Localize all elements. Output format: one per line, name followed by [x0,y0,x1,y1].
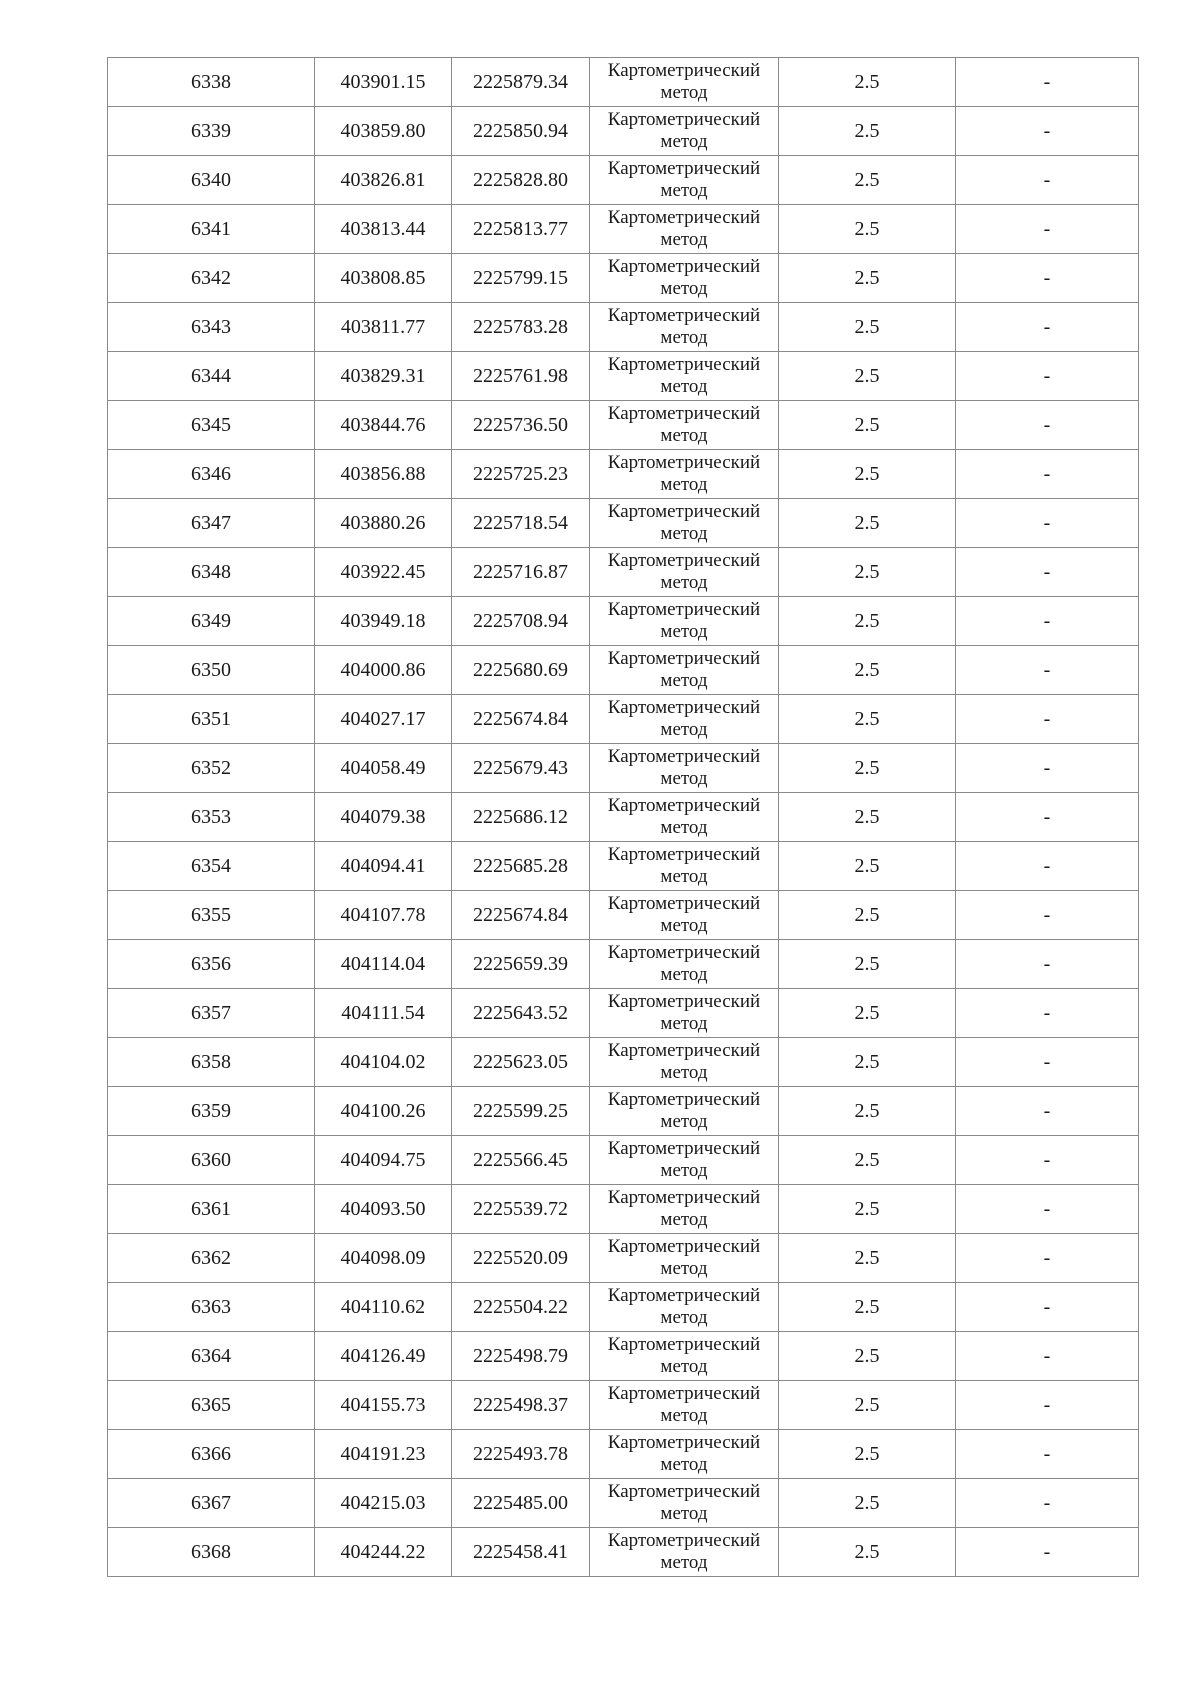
y-coordinate-cell: 2225485.00 [452,1479,590,1528]
y-coordinate-cell: 2225716.87 [452,548,590,597]
accuracy-cell: 2.5 [779,1136,956,1185]
y-coordinate-cell: 2225725.23 [452,450,590,499]
accuracy-cell: 2.5 [779,205,956,254]
note-cell: - [956,695,1139,744]
note-cell: - [956,548,1139,597]
point-number-cell: 6345 [108,401,315,450]
x-coordinate-cell: 404100.26 [315,1087,452,1136]
method-cell [590,646,779,695]
method-label-line2: метод [660,719,708,740]
coordinates-table [107,57,1139,1577]
method-cell [590,1234,779,1283]
accuracy-cell: 2.5 [779,548,956,597]
table-row [108,548,1139,597]
point-number-cell: 6344 [108,352,315,401]
method-label-line2: метод [660,572,708,593]
method-cell [590,156,779,205]
method-label-line1: Картометрический [607,648,761,669]
x-coordinate-cell: 404107.78 [315,891,452,940]
point-number-cell: 6338 [108,58,315,107]
table-row [108,1136,1139,1185]
method-cell [590,744,779,793]
table-row [108,1479,1139,1528]
point-number-cell: 6368 [108,1528,315,1577]
method-cell [590,695,779,744]
point-number-cell: 6342 [108,254,315,303]
note-cell: - [956,1332,1139,1381]
y-coordinate-cell: 2225680.69 [452,646,590,695]
x-coordinate-cell: 403826.81 [315,156,452,205]
note-cell: - [956,1234,1139,1283]
table-row [108,1185,1139,1234]
table-row [108,597,1139,646]
method-cell [590,401,779,450]
accuracy-cell: 2.5 [779,989,956,1038]
point-number-cell: 6340 [108,156,315,205]
note-cell: - [956,1479,1139,1528]
y-coordinate-cell: 2225686.12 [452,793,590,842]
accuracy-cell: 2.5 [779,156,956,205]
accuracy-cell: 2.5 [779,58,956,107]
method-cell [590,1283,779,1332]
y-coordinate-cell: 2225679.43 [452,744,590,793]
y-coordinate-cell: 2225799.15 [452,254,590,303]
y-coordinate-cell: 2225493.78 [452,1430,590,1479]
point-number-cell: 6362 [108,1234,315,1283]
x-coordinate-cell: 404058.49 [315,744,452,793]
method-cell [590,1087,779,1136]
method-cell [590,1479,779,1528]
point-number-cell: 6350 [108,646,315,695]
accuracy-cell: 2.5 [779,1332,956,1381]
method-label-line2: метод [660,1209,708,1230]
accuracy-cell: 2.5 [779,107,956,156]
note-cell: - [956,450,1139,499]
method-label-line1: Картометрический [607,501,761,522]
x-coordinate-cell: 403859.80 [315,107,452,156]
method-label-line2: метод [660,768,708,789]
point-number-cell: 6355 [108,891,315,940]
x-coordinate-cell: 403949.18 [315,597,452,646]
accuracy-cell: 2.5 [779,303,956,352]
method-label-line1: Картометрический [607,1285,761,1306]
point-number-cell: 6339 [108,107,315,156]
x-coordinate-cell: 403922.45 [315,548,452,597]
method-label-line2: метод [660,964,708,985]
note-cell: - [956,1283,1139,1332]
table-row [108,254,1139,303]
method-label-line1: Картометрический [607,305,761,326]
x-coordinate-cell: 404027.17 [315,695,452,744]
method-cell [590,891,779,940]
note-cell: - [956,1528,1139,1577]
table-row [108,793,1139,842]
coordinates-table-body [108,58,1139,1577]
y-coordinate-cell: 2225674.84 [452,695,590,744]
point-number-cell: 6357 [108,989,315,1038]
table-row [108,1332,1139,1381]
method-cell [590,1185,779,1234]
note-cell: - [956,1381,1139,1430]
table-row [108,842,1139,891]
method-label-line1: Картометрический [607,158,761,179]
method-label-line2: метод [660,229,708,250]
method-label-line1: Картометрический [607,1138,761,1159]
table-row [108,744,1139,793]
y-coordinate-cell: 2225659.39 [452,940,590,989]
method-label-line1: Картометрический [607,844,761,865]
y-coordinate-cell: 2225850.94 [452,107,590,156]
method-label-line2: метод [660,1454,708,1475]
accuracy-cell: 2.5 [779,450,956,499]
method-label-line2: метод [660,817,708,838]
y-coordinate-cell: 2225643.52 [452,989,590,1038]
table-row [108,940,1139,989]
table-row [108,450,1139,499]
point-number-cell: 6365 [108,1381,315,1430]
note-cell: - [956,989,1139,1038]
note-cell: - [956,254,1139,303]
method-cell [590,989,779,1038]
method-cell [590,1430,779,1479]
method-label-line1: Картометрический [607,795,761,816]
point-number-cell: 6347 [108,499,315,548]
y-coordinate-cell: 2225504.22 [452,1283,590,1332]
table-row [108,1038,1139,1087]
note-cell: - [956,1430,1139,1479]
method-cell [590,1136,779,1185]
accuracy-cell: 2.5 [779,352,956,401]
method-label-line2: метод [660,278,708,299]
method-cell [590,254,779,303]
method-label-line2: метод [660,1307,708,1328]
x-coordinate-cell: 404215.03 [315,1479,452,1528]
accuracy-cell: 2.5 [779,1087,956,1136]
accuracy-cell: 2.5 [779,401,956,450]
method-label-line2: метод [660,1111,708,1132]
note-cell: - [956,107,1139,156]
method-cell [590,842,779,891]
x-coordinate-cell: 404111.54 [315,989,452,1038]
method-label-line2: метод [660,1552,708,1573]
method-cell [590,352,779,401]
accuracy-cell: 2.5 [779,1185,956,1234]
accuracy-cell: 2.5 [779,646,956,695]
x-coordinate-cell: 404098.09 [315,1234,452,1283]
x-coordinate-cell: 404126.49 [315,1332,452,1381]
y-coordinate-cell: 2225458.41 [452,1528,590,1577]
x-coordinate-cell: 403880.26 [315,499,452,548]
x-coordinate-cell: 403829.31 [315,352,452,401]
method-label-line1: Картометрический [607,256,761,277]
point-number-cell: 6360 [108,1136,315,1185]
method-cell [590,1528,779,1577]
y-coordinate-cell: 2225736.50 [452,401,590,450]
point-number-cell: 6359 [108,1087,315,1136]
x-coordinate-cell: 404093.50 [315,1185,452,1234]
table-row [108,1528,1139,1577]
point-number-cell: 6351 [108,695,315,744]
method-label-line1: Картометрический [607,550,761,571]
note-cell: - [956,1136,1139,1185]
method-label-line1: Картометрический [607,746,761,767]
method-label-line1: Картометрический [607,599,761,620]
x-coordinate-cell: 404191.23 [315,1430,452,1479]
table-row [108,695,1139,744]
method-label-line1: Картометрический [607,942,761,963]
accuracy-cell: 2.5 [779,1283,956,1332]
table-row [108,401,1139,450]
method-cell [590,499,779,548]
x-coordinate-cell: 404000.86 [315,646,452,695]
point-number-cell: 6366 [108,1430,315,1479]
method-cell [590,1381,779,1430]
x-coordinate-cell: 404079.38 [315,793,452,842]
method-label-line1: Картометрический [607,60,761,81]
method-label-line1: Картометрический [607,1187,761,1208]
method-label-line2: метод [660,1062,708,1083]
method-cell [590,940,779,989]
table-row [108,1430,1139,1479]
note-cell: - [956,940,1139,989]
method-label-line1: Картометрический [607,109,761,130]
method-label-line1: Картометрический [607,1089,761,1110]
method-label-line2: метод [660,1013,708,1034]
method-cell [590,1038,779,1087]
method-cell [590,205,779,254]
table-row [108,499,1139,548]
x-coordinate-cell: 403901.15 [315,58,452,107]
y-coordinate-cell: 2225783.28 [452,303,590,352]
accuracy-cell: 2.5 [779,597,956,646]
method-label-line2: метод [660,425,708,446]
note-cell: - [956,842,1139,891]
y-coordinate-cell: 2225520.09 [452,1234,590,1283]
point-number-cell: 6348 [108,548,315,597]
method-label-line1: Картометрический [607,1334,761,1355]
accuracy-cell: 2.5 [779,1234,956,1283]
note-cell: - [956,1087,1139,1136]
method-label-line2: метод [660,621,708,642]
y-coordinate-cell: 2225498.79 [452,1332,590,1381]
note-cell: - [956,205,1139,254]
point-number-cell: 6343 [108,303,315,352]
x-coordinate-cell: 403844.76 [315,401,452,450]
table-row [108,303,1139,352]
table-row [108,1087,1139,1136]
method-label-line2: метод [660,1405,708,1426]
accuracy-cell: 2.5 [779,744,956,793]
method-cell [590,450,779,499]
y-coordinate-cell: 2225539.72 [452,1185,590,1234]
x-coordinate-cell: 404110.62 [315,1283,452,1332]
table-row [108,58,1139,107]
table-row [108,1234,1139,1283]
y-coordinate-cell: 2225879.34 [452,58,590,107]
note-cell: - [956,58,1139,107]
y-coordinate-cell: 2225708.94 [452,597,590,646]
method-label-line2: метод [660,327,708,348]
accuracy-cell: 2.5 [779,1528,956,1577]
method-label-line1: Картометрический [607,1432,761,1453]
point-number-cell: 6363 [108,1283,315,1332]
y-coordinate-cell: 2225566.45 [452,1136,590,1185]
accuracy-cell: 2.5 [779,695,956,744]
y-coordinate-cell: 2225599.25 [452,1087,590,1136]
accuracy-cell: 2.5 [779,254,956,303]
note-cell: - [956,499,1139,548]
table-row [108,107,1139,156]
point-number-cell: 6356 [108,940,315,989]
y-coordinate-cell: 2225674.84 [452,891,590,940]
table-row [108,205,1139,254]
note-cell: - [956,1185,1139,1234]
point-number-cell: 6353 [108,793,315,842]
method-label-line2: метод [660,1160,708,1181]
note-cell: - [956,646,1139,695]
x-coordinate-cell: 404114.04 [315,940,452,989]
accuracy-cell: 2.5 [779,1430,956,1479]
x-coordinate-cell: 404094.75 [315,1136,452,1185]
note-cell: - [956,156,1139,205]
accuracy-cell: 2.5 [779,1479,956,1528]
method-label-line2: метод [660,82,708,103]
table-row [108,1381,1139,1430]
y-coordinate-cell: 2225828.80 [452,156,590,205]
y-coordinate-cell: 2225498.37 [452,1381,590,1430]
note-cell: - [956,352,1139,401]
accuracy-cell: 2.5 [779,1038,956,1087]
point-number-cell: 6352 [108,744,315,793]
method-cell [590,107,779,156]
method-label-line2: метод [660,180,708,201]
accuracy-cell: 2.5 [779,842,956,891]
method-cell [590,303,779,352]
method-label-line2: метод [660,670,708,691]
method-label-line1: Картометрический [607,697,761,718]
method-label-line1: Картометрический [607,1481,761,1502]
table-row [108,352,1139,401]
y-coordinate-cell: 2225685.28 [452,842,590,891]
point-number-cell: 6367 [108,1479,315,1528]
point-number-cell: 6364 [108,1332,315,1381]
note-cell: - [956,303,1139,352]
note-cell: - [956,891,1139,940]
x-coordinate-cell: 403813.44 [315,205,452,254]
method-label-line1: Картометрический [607,1383,761,1404]
method-label-line2: метод [660,376,708,397]
accuracy-cell: 2.5 [779,940,956,989]
accuracy-cell: 2.5 [779,891,956,940]
method-label-line1: Картометрический [607,452,761,473]
point-number-cell: 6358 [108,1038,315,1087]
x-coordinate-cell: 404094.41 [315,842,452,891]
table-row [108,891,1139,940]
method-label-line1: Картометрический [607,403,761,424]
method-label-line2: метод [660,1503,708,1524]
method-label-line2: метод [660,523,708,544]
point-number-cell: 6349 [108,597,315,646]
method-label-line2: метод [660,866,708,887]
table-row [108,989,1139,1038]
table-row [108,1283,1139,1332]
x-coordinate-cell: 403811.77 [315,303,452,352]
method-label-line2: метод [660,1356,708,1377]
y-coordinate-cell: 2225623.05 [452,1038,590,1087]
method-cell [590,1332,779,1381]
method-cell [590,548,779,597]
note-cell: - [956,401,1139,450]
method-label-line1: Картометрический [607,991,761,1012]
y-coordinate-cell: 2225718.54 [452,499,590,548]
method-label-line2: метод [660,1258,708,1279]
x-coordinate-cell: 403808.85 [315,254,452,303]
y-coordinate-cell: 2225813.77 [452,205,590,254]
x-coordinate-cell: 403856.88 [315,450,452,499]
method-cell [590,793,779,842]
method-label-line2: метод [660,131,708,152]
x-coordinate-cell: 404155.73 [315,1381,452,1430]
point-number-cell: 6346 [108,450,315,499]
accuracy-cell: 2.5 [779,793,956,842]
method-label-line1: Картометрический [607,893,761,914]
accuracy-cell: 2.5 [779,1381,956,1430]
method-label-line2: метод [660,915,708,936]
method-label-line1: Картометрический [607,1236,761,1257]
accuracy-cell: 2.5 [779,499,956,548]
x-coordinate-cell: 404244.22 [315,1528,452,1577]
method-label-line2: метод [660,474,708,495]
note-cell: - [956,1038,1139,1087]
note-cell: - [956,793,1139,842]
method-cell [590,597,779,646]
method-label-line1: Картометрический [607,207,761,228]
note-cell: - [956,744,1139,793]
table-row [108,156,1139,205]
method-label-line1: Картометрический [607,354,761,375]
note-cell: - [956,597,1139,646]
method-label-line1: Картометрический [607,1530,761,1551]
table-row [108,646,1139,695]
point-number-cell: 6341 [108,205,315,254]
method-label-line1: Картометрический [607,1040,761,1061]
point-number-cell: 6354 [108,842,315,891]
method-cell [590,58,779,107]
point-number-cell: 6361 [108,1185,315,1234]
x-coordinate-cell: 404104.02 [315,1038,452,1087]
y-coordinate-cell: 2225761.98 [452,352,590,401]
